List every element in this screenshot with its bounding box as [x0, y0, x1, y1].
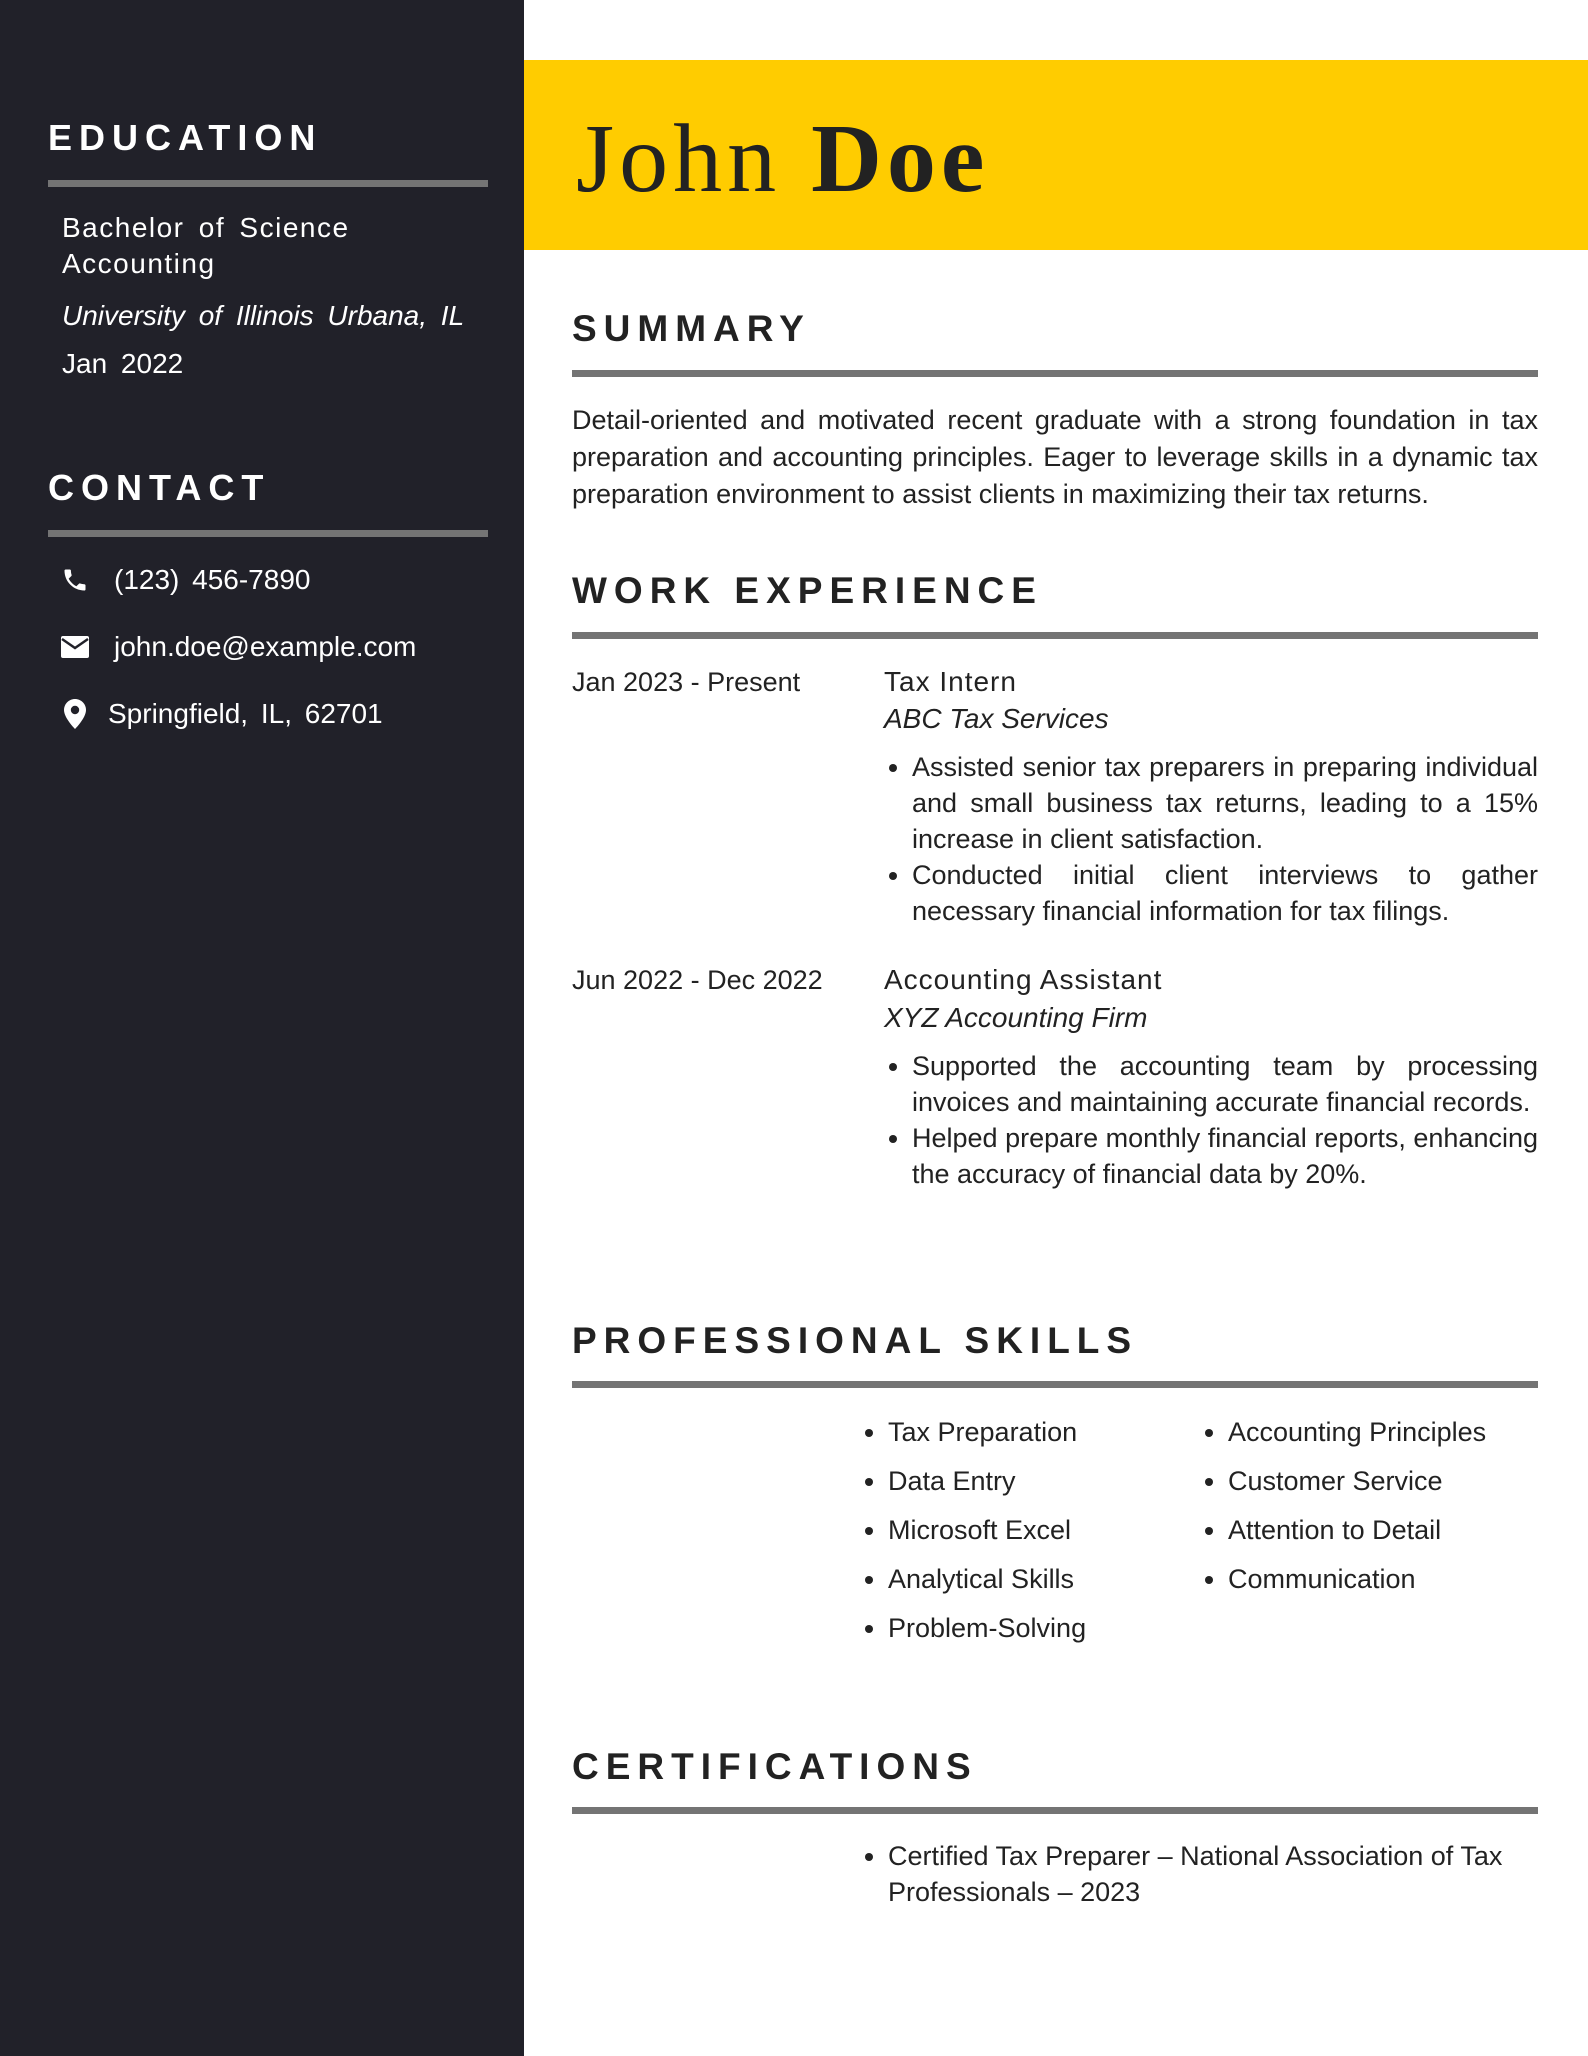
full-name — [576, 105, 990, 213]
job-bullets — [884, 1048, 1538, 1192]
certifications-divider — [572, 1807, 1538, 1814]
phone-icon — [60, 565, 90, 595]
job-title: Accounting Assistant — [884, 964, 1163, 995]
job-title: Tax Intern — [884, 666, 1017, 697]
education-date: Jan 2022 — [62, 348, 184, 379]
skills-column — [1196, 1408, 1486, 1604]
experience-divider — [572, 632, 1538, 639]
skill-item: • Customer Service — [1228, 1457, 1486, 1506]
skills-divider — [572, 1381, 1538, 1388]
degree-line: Accounting — [62, 248, 216, 279]
first-name: John — [576, 105, 782, 213]
contact-heading: CONTACT — [48, 467, 271, 508]
email-text: john.doe@example.com — [114, 631, 417, 662]
experience-heading: WORK EXPERIENCE — [572, 570, 1043, 611]
sidebar — [0, 0, 524, 2056]
contact-phone — [60, 560, 310, 600]
skill-item: • Communication — [1228, 1555, 1486, 1604]
job-date: Jun 2022 - Dec 2022 — [572, 965, 823, 995]
skill-item: • Problem-Solving — [888, 1604, 1086, 1653]
skills-heading: PROFESSIONAL SKILLS — [572, 1320, 1139, 1361]
summary-heading: SUMMARY — [572, 308, 811, 349]
certification-item: • Certified Tax Preparer – National Association of Tax Professionals – 2023 — [888, 1838, 1538, 1910]
map-pin-icon — [60, 699, 90, 729]
list-item: • Helped prepare monthly financial reports, enhancing the accuracy of financial data by 20%. — [912, 1120, 1538, 1192]
contact-divider — [48, 530, 488, 537]
summary-divider — [572, 370, 1538, 377]
skill-item: • Microsoft Excel — [888, 1506, 1086, 1555]
job-bullets — [884, 749, 1538, 929]
certifications-heading: CERTIFICATIONS — [572, 1746, 978, 1787]
name-banner — [524, 60, 1588, 250]
skills-column — [856, 1408, 1086, 1653]
job-date: Jan 2023 - Present — [572, 667, 801, 697]
education-divider — [48, 180, 488, 187]
education-degree — [62, 210, 462, 282]
education-school: University of Illinois Urbana, IL — [62, 300, 465, 331]
list-item: • Conducted initial client interviews to gather necessary financial information for tax filings. — [912, 857, 1538, 929]
envelope-icon — [60, 632, 90, 662]
job-company: XYZ Accounting Firm — [884, 1002, 1148, 1033]
skill-item: • Data Entry — [888, 1457, 1086, 1506]
list-item: • Supported the accounting team by processing invoices and maintaining accurate financial records. — [912, 1048, 1538, 1120]
degree-line: Bachelor of Science — [62, 212, 350, 243]
certifications-list — [856, 1838, 1538, 1910]
skill-item: • Tax Preparation — [888, 1408, 1086, 1457]
location-text: Springfield, IL, 62701 — [108, 698, 383, 729]
skill-item: • Accounting Principles — [1228, 1408, 1486, 1457]
phone-text: (123) 456-7890 — [114, 564, 311, 595]
list-item: • Assisted senior tax preparers in preparing individual and small business tax returns, leading to a 15% increase in client satisfaction. — [912, 749, 1538, 857]
skill-item: • Analytical Skills — [888, 1555, 1086, 1604]
summary-text: Detail-oriented and motivated recent graduate with a strong foundation in tax preparation and accounting principles. Eager to leverage skills in a dynamic tax preparation environment to assist clients in maximizing their tax returns. — [572, 405, 1538, 509]
education-heading: EDUCATION — [48, 117, 323, 158]
contact-location — [60, 694, 383, 734]
last-name: Doe — [811, 105, 990, 213]
contact-email — [60, 627, 416, 667]
job-company: ABC Tax Services — [884, 703, 1109, 734]
skill-item: • Attention to Detail — [1228, 1506, 1486, 1555]
